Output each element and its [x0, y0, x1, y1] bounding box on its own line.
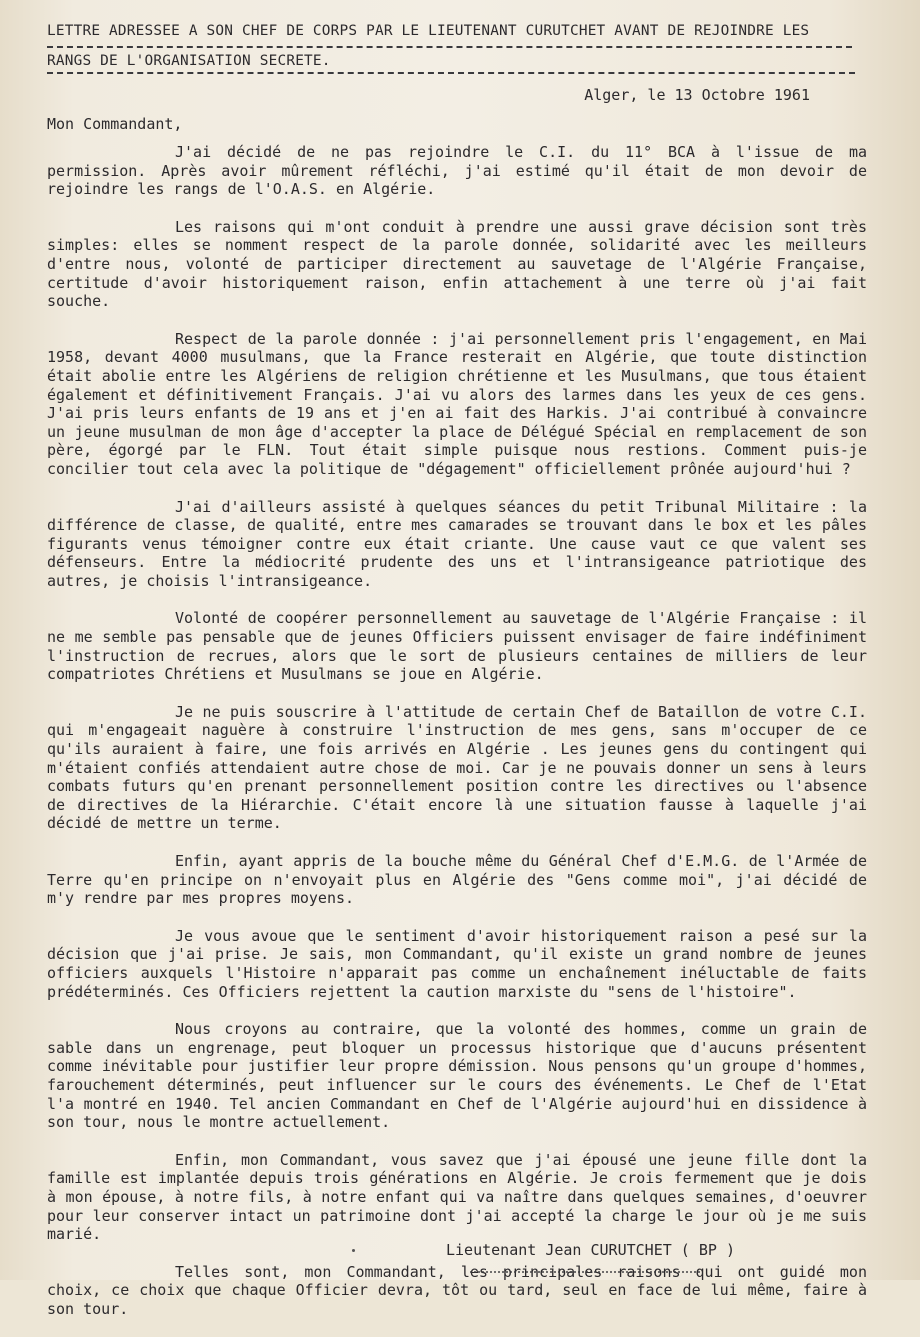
cut-off-text-line [470, 1271, 700, 1276]
paragraph: J'ai décidé de ne pas rejoindre le C.I. du 11° BCA à l'issue de ma permission. Après avoir mûrement réfléchi, j'ai estimé qu'il était de mon devoir de rejoindre les rangs de l'O.A.S. en Algérie. [47, 143, 867, 199]
ink-speck [352, 1249, 355, 1252]
paragraph: Enfin, mon Commandant, vous savez que j'ai épousé une jeune fille dont la famille est implantée depuis trois générations en Algérie. Je crois fermement que je dois à mon épouse, à notre fils, à notre enfant qui va naître dans quelques semaines, d'oeuvrer pour leur conserver intact un patrimoine dont j'ai accepté la charge le jour où je me suis marié. [47, 1150, 867, 1244]
paragraph: Les raisons qui m'ont conduit à prendre une aussi grave décision sont très simples: elles se nomment respect de la parole donnée, solidarité avec les meilleurs d'entre nous, volonté de participer directement au sauvetage de l'Algérie Française, certitude d'avoir historiquement raison, enfin attachement à une terre où j'ai fait souche. [47, 217, 867, 311]
paragraph: Volonté de coopérer personnellement au sauvetage de l'Algérie Française : il ne me semble pas pensable que de jeunes Officiers puissent envisager de faire indéfiniment l'instruction de recrues, alors que le sort de plusieurs centaines de milliers de leur compatriotes Chrétiens et Musulmans se joue en Algérie. [47, 609, 867, 684]
paragraph: Respect de la parole donnée : j'ai personnellement pris l'engagement, en Mai 1958, devant 4000 musulmans, que la France resterait en Algérie, que toute distinction était abolie entre les Algériens de religion chrétienne et les Musulmans, que tous étaient également et définitivement Français. J'ai vu alors des larmes dans les yeux de ces gens. J'ai pris leurs enfants de 19 ans et j'en ai fait des Harkis. J'ai contribué à convaincre un jeune musulman de mon âge d'accepter la place de Délégué Spécial en remplacement de son père, égorgé par le FLN. Tout était simple puisque nous restions. Comment puis-je concilier tout cela avec la politique de "dégagement" officiellement prônée aujourd'hui ? [47, 329, 867, 478]
heading-line-1: LETTRE ADRESSEE A SON CHEF DE CORPS PAR LE LIEUTENANT CURUTCHET AVANT DE REJOINDRE LES [47, 23, 810, 39]
heading-line-2: RANGS DE L'ORGANISATION SECRETE. [47, 53, 331, 69]
paragraph: J'ai d'ailleurs assisté à quelques séances du petit Tribunal Militaire : la différence de classe, de qualité, entre mes camarades se trouvant dans le box et les pâles figurants venus témoigner contre eux était criante. Une cause vaut ce que valent ses défenseurs. Entre la médiocrité prudente des uns et l'intransigeance patriotique des autres, je choisis l'intransigeance. [47, 497, 867, 590]
paragraph: Je vous avoue que le sentiment d'avoir historiquement raison a pesé sur la décision que j'ai prise. Je sais, mon Commandant, qu'il existe un grand nombre de jeunes officiers auxquels l'Histoire n'apparait pas comme un enchaînement inéluctable de faits prédéterminés. Ces Officiers rejettent la caution marxiste du "sens de l'histoire". [47, 926, 867, 1001]
letter-date: Alger, le 13 Octobre 1961 [584, 86, 810, 104]
signature-line: Lieutenant Jean CURUTCHET ( BP ) [446, 1241, 735, 1259]
salutation: Mon Commandant, [47, 115, 183, 133]
paragraph: Je ne puis souscrire à l'attitude de certain Chef de Bataillon de votre C.I. qui m'engageait naguère à construire l'instruction de mes gens, sans m'occuper de ce qu'ils auraient à faire, une fois arrivés en Algérie . Les jeunes gens du contingent qui m'étaient confiés attendaient autre chose de moi. Car je ne pouvais donner un sens à leurs combats futurs qu'en prenant personnellement position contre les directives ou l'absence de directives de la Hiérarchie. C'était encore là une situation fausse à laquelle j'ai décidé de mettre un terme. [47, 702, 867, 833]
paragraph: Telles sont, mon Commandant, les principales raisons qui ont guidé mon choix, ce choix que chaque Officier devra, tôt ou tard, seul en face de lui même, faire à son tour. [47, 1262, 867, 1318]
letter-heading [47, 18, 867, 74]
cut-off-text-fragment [470, 1271, 700, 1280]
letter-body [47, 143, 867, 1337]
paragraph: Nous croyons au contraire, que la volonté des hommes, comme un grain de sable dans un engrenage, peut bloquer un processus historique que d'aucuns présentent comme inévitable pour justifier leur propre démission. Nous pensons qu'un groupe d'hommes, farouchement déterminés, peut influencer sur le cours des événements. Le Chef de l'Etat l'a montré en 1940. Tel ancien Commandant en Chef de l'Algérie aujourd'hui en dissidence à son tour, nous le montre actuellement. [47, 1020, 867, 1132]
paragraph: Enfin, ayant appris de la bouche même du Général Chef d'E.M.G. de l'Armée de Terre qu'en principe on n'envoyait plus en Algérie des "Gens comme moi", j'ai décidé de m'y rendre par mes propres moyens. [47, 852, 867, 908]
